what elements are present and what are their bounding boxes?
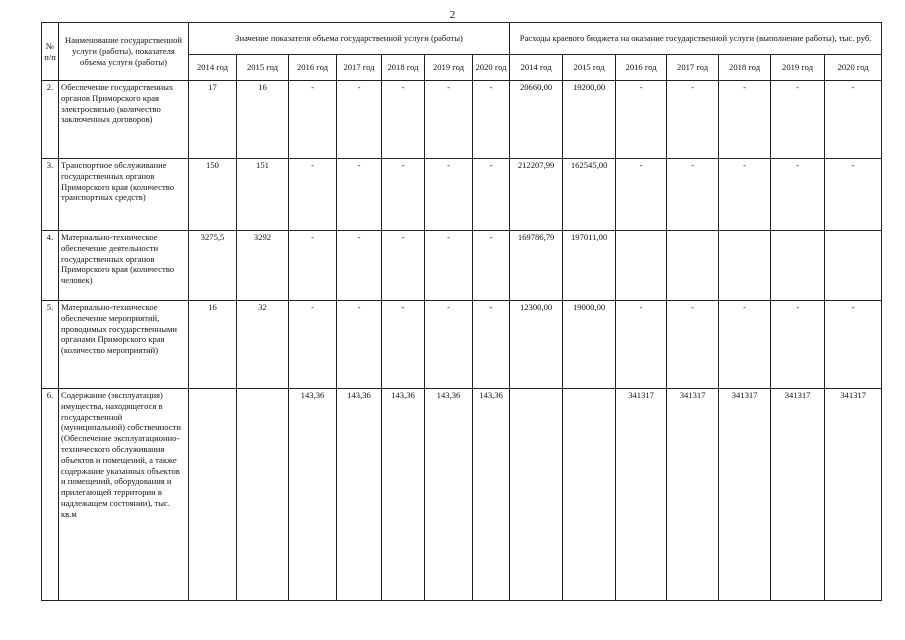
expense-cell: - — [771, 81, 825, 159]
header-expense-year: 2018 год — [719, 55, 771, 81]
volume-cell: 32 — [237, 301, 289, 389]
volume-cell: - — [473, 231, 510, 301]
header-expense-year: 2016 год — [616, 55, 667, 81]
volume-cell: 143,36 — [289, 389, 337, 601]
expense-cell: 212207,99 — [510, 159, 563, 231]
expense-cell: - — [771, 301, 825, 389]
volume-cell: 143,36 — [382, 389, 425, 601]
expense-cell: - — [771, 159, 825, 231]
expense-cell: - — [719, 159, 771, 231]
page-number: 2 — [449, 9, 456, 21]
volume-cell — [237, 389, 289, 601]
volume-cell: 151 — [237, 159, 289, 231]
volume-cell: 16 — [237, 81, 289, 159]
header-expense-year: 2015 год — [563, 55, 616, 81]
header-volume-year: 2015 год — [237, 55, 289, 81]
header-expense-group: Расходы краевого бюджета на оказание государственной услуги (выполнение работы), тыс. руб. — [510, 23, 882, 55]
volume-cell: - — [337, 159, 382, 231]
volume-cell: - — [382, 159, 425, 231]
table-row — [42, 159, 882, 231]
volume-cell: - — [337, 231, 382, 301]
expense-cell: 341317 — [616, 389, 667, 601]
header-name: Наименование государственной услуги (работы), показателя объема услуги (работы) — [59, 23, 189, 81]
volume-cell: 3292 — [237, 231, 289, 301]
service-name: Транспортное обслуживание государственных органов Приморского края (количество транспортных средств) — [59, 159, 189, 231]
volume-cell: 16 — [189, 301, 237, 389]
service-name: Обеспечение государственных органов Приморского края электросвязью (количество заключенных договоров) — [59, 81, 189, 159]
volume-cell — [189, 389, 237, 601]
volume-cell: - — [382, 81, 425, 159]
volume-cell: - — [425, 231, 473, 301]
expense-cell: 19000,00 — [563, 301, 616, 389]
expense-cell — [719, 231, 771, 301]
volume-cell: - — [382, 231, 425, 301]
volume-cell: 17 — [189, 81, 237, 159]
expense-cell: 169786,79 — [510, 231, 563, 301]
row-number: 5. — [42, 301, 59, 389]
volume-cell: - — [289, 231, 337, 301]
header-num: № п/п — [42, 23, 59, 81]
expense-cell: - — [616, 301, 667, 389]
row-number: 4. — [42, 231, 59, 301]
expense-cell — [563, 389, 616, 601]
expense-cell: - — [616, 159, 667, 231]
header-expense-year: 2017 год — [667, 55, 719, 81]
row-number: 3. — [42, 159, 59, 231]
expense-cell — [616, 231, 667, 301]
services-table — [41, 22, 882, 601]
volume-cell: 143,36 — [473, 389, 510, 601]
volume-cell: - — [473, 81, 510, 159]
volume-cell: - — [337, 81, 382, 159]
expense-cell: - — [825, 301, 882, 389]
expense-cell: 19200,00 — [563, 81, 616, 159]
header-expense-year: 2014 год — [510, 55, 563, 81]
table-row — [42, 81, 882, 159]
table-row — [42, 389, 882, 601]
header-volume-year: 2018 год — [382, 55, 425, 81]
volume-cell: - — [289, 81, 337, 159]
expense-cell: 197011,00 — [563, 231, 616, 301]
expense-cell: - — [667, 81, 719, 159]
volume-cell: - — [337, 301, 382, 389]
row-number: 6. — [42, 389, 59, 601]
expense-cell: 341317 — [719, 389, 771, 601]
volume-cell: - — [425, 81, 473, 159]
volume-cell: - — [382, 301, 425, 389]
expense-cell: - — [616, 81, 667, 159]
header-expense-year: 2020 год — [825, 55, 882, 81]
volume-cell: 150 — [189, 159, 237, 231]
expense-cell — [825, 231, 882, 301]
expense-cell: 20660,00 — [510, 81, 563, 159]
header-expense-year: 2019 год — [771, 55, 825, 81]
service-name: Материально-техническое обеспечение мероприятий, проводимых государственными органами Приморского края (количество мероприятий) — [59, 301, 189, 389]
row-number: 2. — [42, 81, 59, 159]
expense-cell: 341317 — [667, 389, 719, 601]
table-row — [42, 301, 882, 389]
volume-cell: - — [289, 159, 337, 231]
expense-cell: - — [825, 159, 882, 231]
expense-cell — [510, 389, 563, 601]
expense-cell: 341317 — [825, 389, 882, 601]
expense-cell: - — [825, 81, 882, 159]
volume-cell: 143,36 — [425, 389, 473, 601]
expense-cell — [771, 231, 825, 301]
volume-cell: - — [473, 159, 510, 231]
volume-cell: - — [425, 301, 473, 389]
volume-cell: - — [473, 301, 510, 389]
header-volume-year: 2019 год — [425, 55, 473, 81]
header-volume-year: 2017 год — [337, 55, 382, 81]
expense-cell: - — [719, 81, 771, 159]
expense-cell: 12300,00 — [510, 301, 563, 389]
volume-cell: 3275,5 — [189, 231, 237, 301]
service-name: Материально-техническое обеспечение деятельности государственных органов Приморского края (количество человек) — [59, 231, 189, 301]
expense-cell: - — [667, 159, 719, 231]
header-volume-group: Значение показателя объема государственной услуги (работы) — [189, 23, 510, 55]
header-volume-year: 2020 год — [473, 55, 510, 81]
expense-cell: 341317 — [771, 389, 825, 601]
volume-cell: - — [289, 301, 337, 389]
volume-cell: 143,36 — [337, 389, 382, 601]
table-row — [42, 231, 882, 301]
expense-cell — [667, 231, 719, 301]
service-name: Содержание (эксплуатация) имущества, находящегося в государственной (муниципальной) собственности (Обеспечение эксплуатационно-технического обслуживания объектов и помещений, а также содержание указанных объектов и помещений, оборудования и прилегающей территории в надлежащем состоянии), тыс. кв.м — [59, 389, 189, 601]
expense-cell: - — [667, 301, 719, 389]
header-volume-year: 2014 год — [189, 55, 237, 81]
expense-cell: - — [719, 301, 771, 389]
volume-cell: - — [425, 159, 473, 231]
expense-cell: 162545,00 — [563, 159, 616, 231]
header-volume-year: 2016 год — [289, 55, 337, 81]
